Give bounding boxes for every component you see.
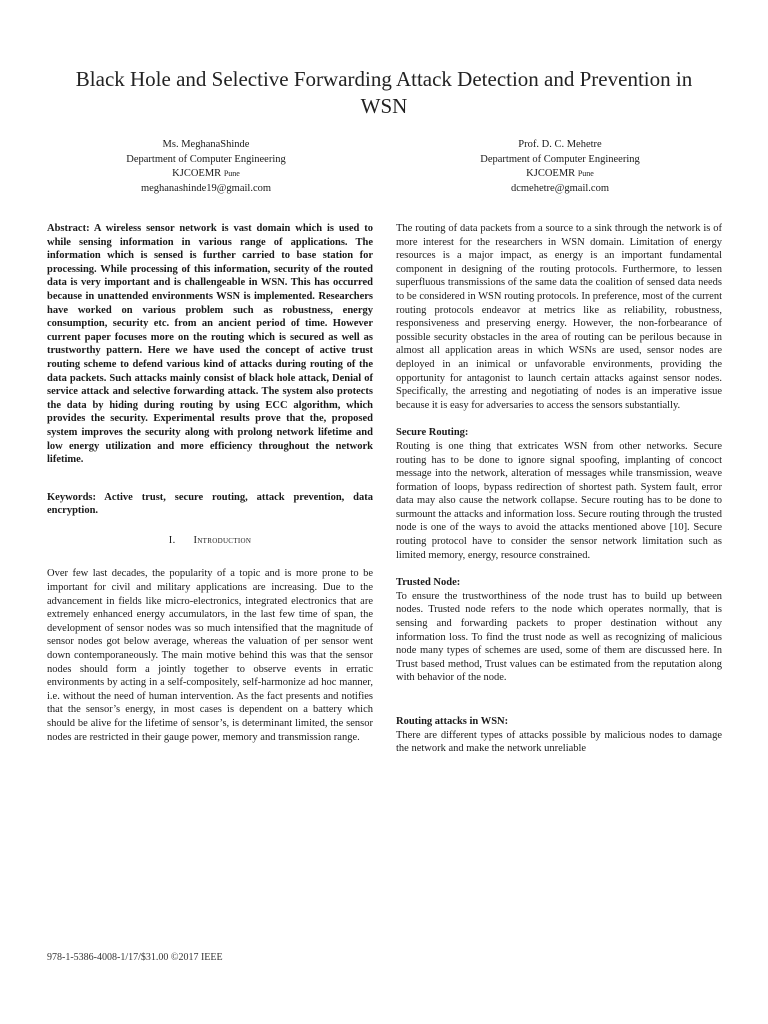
copyright-footer: 978-1-5386-4008-1/17/$31.00 ©2017 IEEE [47,952,223,963]
abstract: Abstract: A wireless sensor network is vast domain which is used to while sensing information in various range of applications. The information which is sensed is further carried to base station for processing. While processing of this information, security of the routed data is very important and is challengeable in WSN. This has occurred because in unattended environments WSN is implemented. Researchers have worked on various problem such as robustness, energy consumption, security etc. from an ancient period of time. However current paper focuses more on the routing which is secured as well as trustworthy pattern. Here we have used the concept of active trust routing scheme to defend various kind of attacks during routing of the data packets. Such attacks mainly consist of black hole attack, Denial of service attack and selective forwarding attack. The system also protects the data by hiding during routing by using ECC algorithm, which provides the security. Experimental results prove that the, proposed system improves the security along with prolong network lifetime and low energy utilization and more efficiency throughout the network lifetime. [47,223,373,466]
author-institute: KJCOEMR [526,168,576,179]
author-affiliation [430,167,690,182]
author-block-1 [76,138,336,196]
author-city: Pune [577,169,594,178]
author-name: Prof. D. C. Mehetre [518,139,602,150]
author-city: Pune [223,169,240,178]
author-block-2 [430,138,690,196]
author-name: Ms. MeghanaShinde [162,139,250,150]
routing-attacks-heading: Routing attacks in WSN: [396,716,509,727]
author-department: Department of Computer Engineering [480,153,640,165]
trusted-node-heading: Trusted Node: [396,577,461,589]
section-number: I. [168,534,176,546]
left-column [47,222,373,744]
section-title: Introduction [193,534,252,546]
routing-intro-paragraph: The routing of data packets from a source to a sink through the network is of more interest for the researchers in WSN domain. Limitation of energy resources is a major impact, as energy is an important fundamental component in designing of the routing protocols. Furthermore, to lessen superfluous transmissions of the same data the coalition of sensed data needs to be considered in WSN routing protocols. In preference, most of the current routing protocols endeavor at metrics like as reliability, robustness, responsiveness and preserving energy. However, the non-forbearance of possible security obstacles in the area of routing can be perilous because in almost all application areas in which WSNs are used, sensor nodes are deployed in an inimical or unfavorable environments, providing the opportunity for antagonist to launch certain attacks against sensor nodes. Specifically, the arresting and negotiating of nodes is an imperative issue because it is easy for adversaries to access the sensors substantially. [396,223,722,411]
author-department: Department of Computer Engineering [126,153,286,165]
routing-attacks-paragraph: There are different types of attacks possible by malicious nodes to damage the network and make the network unreliable [396,729,722,755]
intro-paragraph: Over few last decades, the popularity of a topic and is more prone to be important for civil and military applications are increasing. Due to the advancement in fields like micro-electronics, integrated electronics that are extremely enhanced energy accumulators, in the last few time of span, the development of sensor nodes was so much intensified that the magnitude of sensor nodes got below average, whereas the valuation of per sensor went down contemporaneously. The main motive behind this was that the sensor nodes should form a jointly together to observe events in erratic environments by acting in a self-compositely, self-harmonize ad hoc manner, i.e. without the need of human intervention. As the fact presents and notifies that the sensor’s energy, in most cases is dependent on a battery which should be alive for the lifetime of sensor’s, is determinant limited, the sensor nodes are restricted in their gauge power, memory and transmission range. [47,568,373,743]
section-heading-introduction [47,534,373,548]
author-email: dcmehetre@gmail.com [510,182,609,194]
secure-routing-heading: Secure Routing: [396,427,469,439]
keywords: Keywords: Active trust, secure routing, attack prevention, data encryption. [47,491,373,517]
author-institute: KJCOEMR [172,168,222,179]
author-affiliation [76,167,336,182]
right-column [396,222,722,756]
paper-title: Black Hole and Selective Forwarding Attack Detection and Prevention in WSN [75,67,693,118]
secure-routing-paragraph: Routing is one thing that extricates WSN from other networks. Secure routing has to be done to ignore signal spoofing, implanting of concoct message into the network, alteration of messages while transmission, weave formation of loops, bypass redirection of shortest path. System fault, error data may also cause the network collapse. Secure routing has to be done to surmount the attacks and information loss. Secure routing through the trusted node is one of the ways to avoid the attacks mentioned above [10]. Secure routing protocol have to consider the sensor network limitation such as limited memory, energy, resource constrained. [396,440,722,561]
trusted-node-paragraph: To ensure the trustworthiness of the node trust has to build up between nodes. Trusted node refers to the node which operates normally, that is sensing and forwarding packets to proper destination without any information loss. To find the trust node as well as recognizing of malicious node many types of schemes are used, some of them are discussed here. In Trust based method, Trust values can be estimated from the reputation along with behavior of the node. [396,590,722,684]
author-email: meghanashinde19@gmail.com [140,182,272,194]
